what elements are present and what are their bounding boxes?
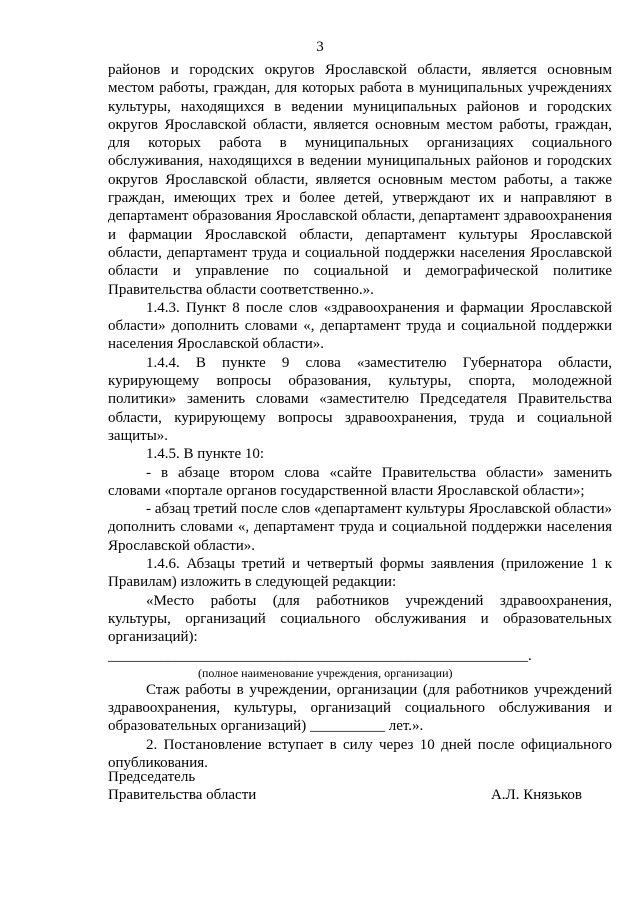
signatory-name: А.Л. Князьков: [490, 787, 582, 803]
document-body: [108, 61, 612, 772]
paragraph-continuation: районов и городских округов Ярославской области, является основным местом работы, граждан, для которых работа в муниципальных учреждениях культуры, находящихся в ведении муниципальных районов и городских округов Ярославской области, является основным местом работы, граждан, для которых работа в муниципальных организациях социального обслуживания, находящихся в ведении муниципальных районов и городских округов Ярославской области, является основным местом работы, а также граждан, имеющих трех и более детей, утверждают их и направляют в департамент образования Ярославской области, департамент здравоохранения и фармации Ярославской области, департамент культуры Ярославской области, департамент труда и социальной поддержки населения Ярославской области и управление по социальной и демографической политике Правительства области соответственно.».: [108, 62, 612, 298]
form-experience-text: Стаж работы в учреждении, организации (для работников учреждений здравоохранения, культуры, организаций социального обслуживания и образовательных организаций): [108, 681, 612, 735]
form-workplace-caption: (полное наименование учреждения, организации): [198, 665, 453, 680]
page-number: 3: [316, 39, 324, 55]
paragraph-1-4-5-item-1: - в абзаце втором слова «сайте Правительства области» заменить словами «портале органов государственной власти Ярославской области»;: [108, 464, 612, 499]
form-experience-suffix: лет.».: [384, 718, 424, 735]
form-workplace-paragraph: [108, 592, 612, 665]
paragraph-2: 2. Постановление вступает в силу через 10 дней после официального опубликования.: [108, 736, 612, 771]
signature-block: [108, 786, 612, 804]
form-workplace-text: «Место работы (для работников учреждений здравоохранения, культуры, организаций социального обслуживания и образовательных организаций):: [108, 592, 612, 646]
form-experience-paragraph: [108, 681, 612, 736]
signature-title-line-2: Правительства области: [108, 787, 257, 803]
paragraph-1-4-4: 1.4.4. В пункте 9 слова «заместителю Губернатора области, курирующему вопросы образования, культуры, спорта, молодежной политики» заменить словами «заместителю Председателя Правительства области, курирующему вопросы здравоохранения, труда и социальной защиты».: [108, 354, 612, 444]
signature-title-line-1: Председатель: [108, 769, 196, 785]
form-experience-blank: __________: [309, 718, 385, 735]
paragraph-1-4-3: 1.4.3. Пункт 8 после слов «здравоохранения и фармации Ярославской области» дополнить словами «, департамент труда и социальной поддержки населения Ярославской области».: [108, 299, 612, 353]
paragraph-1-4-5: 1.4.5. В пункте 10:: [146, 446, 265, 463]
form-workplace-blank: ________________________________________________________.: [108, 647, 532, 664]
paragraph-1-4-6: 1.4.6. Абзацы третий и четвертый формы заявления (приложение 1 к Правилам) изложить в следующей редакции:: [108, 556, 612, 591]
paragraph-1-4-5-item-2: - абзац третий после слов «департамент культуры Ярославской области» дополнить словами «, департамент труда и социальной поддержки населения Ярославской области».: [108, 501, 612, 554]
